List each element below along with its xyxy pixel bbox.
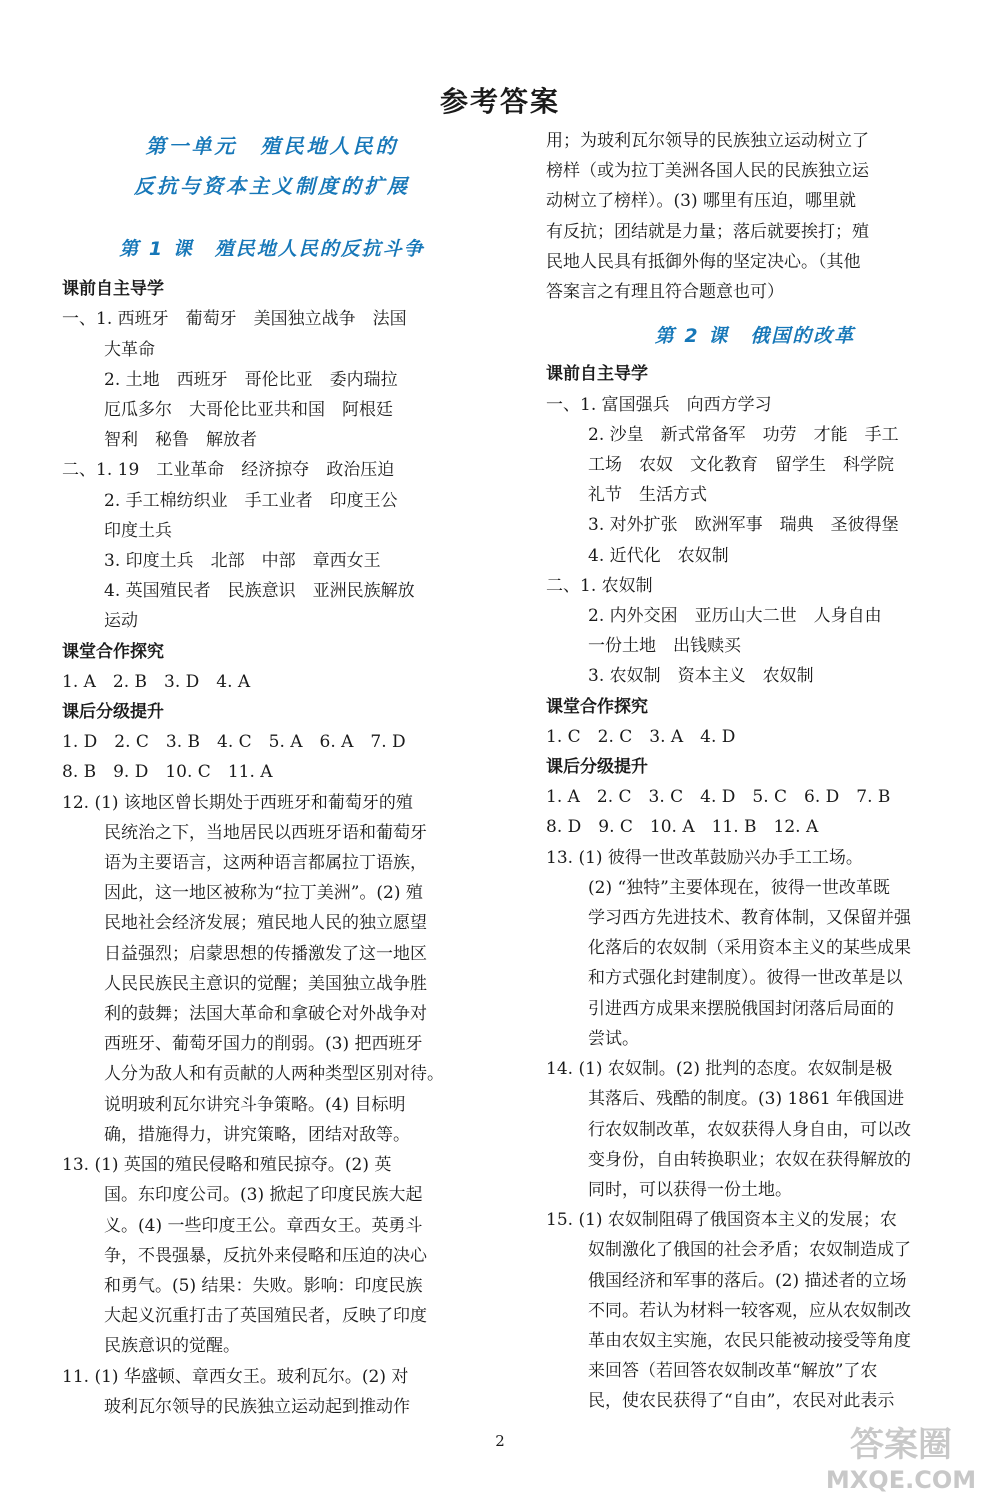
- answer-line: 1. A 2. B 3. D 4. A: [62, 671, 251, 692]
- answer-line: 一、1. 西班牙 葡萄牙 美国独立战争 法国: [62, 309, 407, 330]
- answer-line: 用；为玻利瓦尔领导的民族独立运动树立了: [546, 131, 869, 151]
- answer-line: 行农奴制改革，农奴获得人身自由，可以改: [588, 1119, 911, 1140]
- section-heading: 课堂合作探究: [62, 641, 164, 662]
- answer-line: 4. 近代化 农奴制: [588, 545, 729, 566]
- answer-line: 一、1. 富国强兵 向西方学习: [546, 394, 772, 415]
- answer-line: 运动: [104, 611, 138, 632]
- answer-line: 1. A 2. C 3. C 4. D 5. C 6. D 7. B: [546, 787, 891, 808]
- answer-line: 3. 农奴制 资本主义 农奴制: [588, 666, 814, 687]
- answer-line: 革由农奴主实施，农民只能被动接受等角度: [588, 1330, 911, 1351]
- watermark-site-text: MXQE.COM: [826, 1466, 976, 1494]
- answer-line: 3. 印度土兵 北部 中部 章西女王: [104, 551, 381, 572]
- answer-line: 有反抗；团结就是力量；落后就要挨打；殖: [546, 221, 869, 242]
- answer-line: 争，不畏强暴，反抗外来侵略和压迫的决心: [104, 1245, 427, 1266]
- answer-line: 人分为敌人和有贡献的人两种类型区别对待。: [104, 1064, 444, 1085]
- answer-line: 动树立了榜样）。(3) 哪里有压迫，哪里就: [546, 191, 856, 212]
- answer-line: 4. 英国殖民者 民族意识 亚洲民族解放: [104, 581, 415, 602]
- answer-line: 8. D 9. C 10. A 11. B 12. A: [546, 817, 819, 838]
- left-column: [62, 126, 482, 1422]
- answer-line: 变身份，自由转换职业；农奴在获得解放的: [588, 1149, 911, 1170]
- answer-line: 礼节 生活方式: [588, 485, 707, 506]
- answer-line: 说明玻利瓦尔讲究斗争策略。(4) 目标明: [104, 1094, 406, 1115]
- unit-title-line2: 反抗与资本主义制度的扩展: [134, 174, 410, 198]
- answer-line: 2. 内外交困 亚历山大二世 人身自由: [588, 606, 882, 627]
- answer-line: 民地社会经济发展；殖民地人民的独立愿望: [104, 913, 427, 934]
- answer-line: 大革命: [104, 339, 155, 360]
- answer-line: 12. (1) 该地区曾长期处于西班牙和葡萄牙的殖: [62, 792, 413, 813]
- answer-line: 智利 秘鲁 解放者: [104, 430, 257, 451]
- watermark-logo: [826, 1420, 976, 1494]
- answer-line: 同时，可以获得一份土地。: [588, 1179, 792, 1200]
- section-heading: 课后分级提升: [546, 757, 648, 778]
- answer-line: 引进西方成果来摆脱俄国封闭落后局面的: [588, 998, 894, 1019]
- answer-line: 15. (1) 农奴制阻碍了俄国资本主义的发展；农: [546, 1210, 897, 1231]
- answer-line: 3. 对外扩张 欧洲军事 瑞典 圣彼得堡: [588, 515, 899, 536]
- answer-line: 和方式强化封建制度）。彼得一世改革是以: [588, 968, 903, 989]
- lesson1-title: 第 1 课 殖民地人民的反抗斗争: [119, 238, 425, 260]
- answer-line: 民地人民具有抵御外侮的坚定决心。（其他: [546, 251, 861, 272]
- answer-line: 榜样（或为拉丁美洲各国人民的民族独立运: [546, 161, 869, 182]
- answer-line: 日益强烈；启蒙思想的传播激发了这一地区: [104, 943, 427, 964]
- answer-line: 民族意识的觉醒。: [104, 1336, 240, 1357]
- answer-line: 学习西方先进技术、教育体制，又保留并强: [588, 908, 911, 929]
- answer-line: 义。(4) 一些印度王公。章西女王。英勇斗: [104, 1215, 423, 1236]
- answer-line: 二、1. 19 工业革命 经济掠夺 政治压迫: [62, 460, 395, 481]
- right-column: [546, 126, 964, 1417]
- answer-line: 因此，这一地区被称为“拉丁美洲”。(2) 殖: [104, 883, 423, 904]
- answer-line: 二、1. 农奴制: [546, 575, 653, 596]
- answer-line: 2. 沙皇 新式常备军 功劳 才能 手工: [588, 424, 899, 445]
- answer-line: 人民民族民主意识的觉醒；美国独立战争胜: [104, 973, 427, 994]
- lesson2-title: 第 2 课 俄国的改革: [654, 325, 856, 348]
- answer-line: 大起义沉重打击了英国殖民者，反映了印度: [104, 1306, 427, 1327]
- answer-line: 玻利瓦尔领导的民族独立运动起到推动作: [104, 1396, 410, 1417]
- answer-line: 工场 农奴 文化教育 留学生 科学院: [588, 455, 894, 476]
- answer-line: 13. (1) 彼得一世改革鼓励兴办手工工场。: [546, 847, 863, 868]
- answer-line: 11. (1) 华盛顿、章西女王。玻利瓦尔。(2) 对: [62, 1366, 409, 1387]
- answer-line: 一份土地 出钱赎买: [588, 636, 741, 657]
- answer-line: 14. (1) 农奴制。(2) 批判的态度。农奴制是极: [546, 1059, 893, 1080]
- answer-line: 利的鼓舞；法国大革命和拿破仑对外战争对: [104, 1004, 427, 1025]
- answer-line: 13. (1) 英国的殖民侵略和殖民掠夺。(2) 英: [62, 1155, 392, 1176]
- answer-line: 不同。若认为材料一较客观，应从农奴制改: [588, 1300, 911, 1321]
- answer-line: 国。东印度公司。(3) 掀起了印度民族大起: [104, 1185, 423, 1206]
- answer-line: 印度土兵: [104, 520, 172, 541]
- section-heading: 课前自主导学: [62, 279, 164, 300]
- answer-line: 来回答（若回答农奴制改革“解放”了农: [588, 1361, 878, 1382]
- answer-line: 语为主要语言，这两种语言都属拉丁语族，: [104, 853, 427, 874]
- page-title: 参考答案: [439, 85, 560, 118]
- answer-line: 厄瓜多尔 大哥伦比亚共和国 阿根廷: [104, 400, 393, 421]
- answer-line: 答案言之有理且符合题意也可）: [546, 282, 784, 303]
- answer-line: 2. 手工棉纺织业 手工业者 印度王公: [104, 490, 398, 511]
- answer-line: 8. B 9. D 10. C 11. A: [62, 762, 273, 783]
- section-heading: 课堂合作探究: [546, 696, 648, 717]
- unit-title-line1: 第一单元 殖民地人民的: [145, 134, 399, 158]
- answer-line: 2. 土地 西班牙 哥伦比亚 委内瑞拉: [104, 369, 398, 390]
- section-heading: 课后分级提升: [62, 702, 164, 723]
- answer-line: 尝试。: [588, 1028, 639, 1049]
- answer-line: (2) “独特”主要体现在，彼得一世改革既: [588, 877, 890, 898]
- section-heading: 课前自主导学: [546, 364, 648, 385]
- answer-line: 确，措施得力，讲究策略，团结对敌等。: [104, 1124, 410, 1145]
- answer-line: 奴制激化了俄国的社会矛盾；农奴制造成了: [588, 1240, 911, 1261]
- answer-line: 其落后、残酷的制度。(3) 1861 年俄国进: [588, 1089, 905, 1110]
- answer-line: 西班牙、葡萄牙国力的削弱。(3) 把西班牙: [104, 1034, 423, 1055]
- answer-line: 和勇气。(5) 结果：失败。影响：印度民族: [104, 1275, 423, 1296]
- page-number: 2: [495, 1432, 505, 1450]
- answer-line: 1. D 2. C 3. B 4. C 5. A 6. A 7. D: [62, 732, 406, 753]
- watermark-logo-text: 答案圈: [850, 1425, 952, 1465]
- answer-line: 1. C 2. C 3. A 4. D: [546, 726, 736, 747]
- answer-line: 化落后的农奴制（采用资本主义的某些成果: [588, 938, 911, 959]
- answer-line: 俄国经济和军事的落后。(2) 描述者的立场: [588, 1270, 907, 1291]
- answer-line: 民统治之下，当地居民以西班牙语和葡萄牙: [104, 822, 427, 843]
- answer-line: 民，使农民获得了“自由”，农民对此表示: [588, 1391, 895, 1412]
